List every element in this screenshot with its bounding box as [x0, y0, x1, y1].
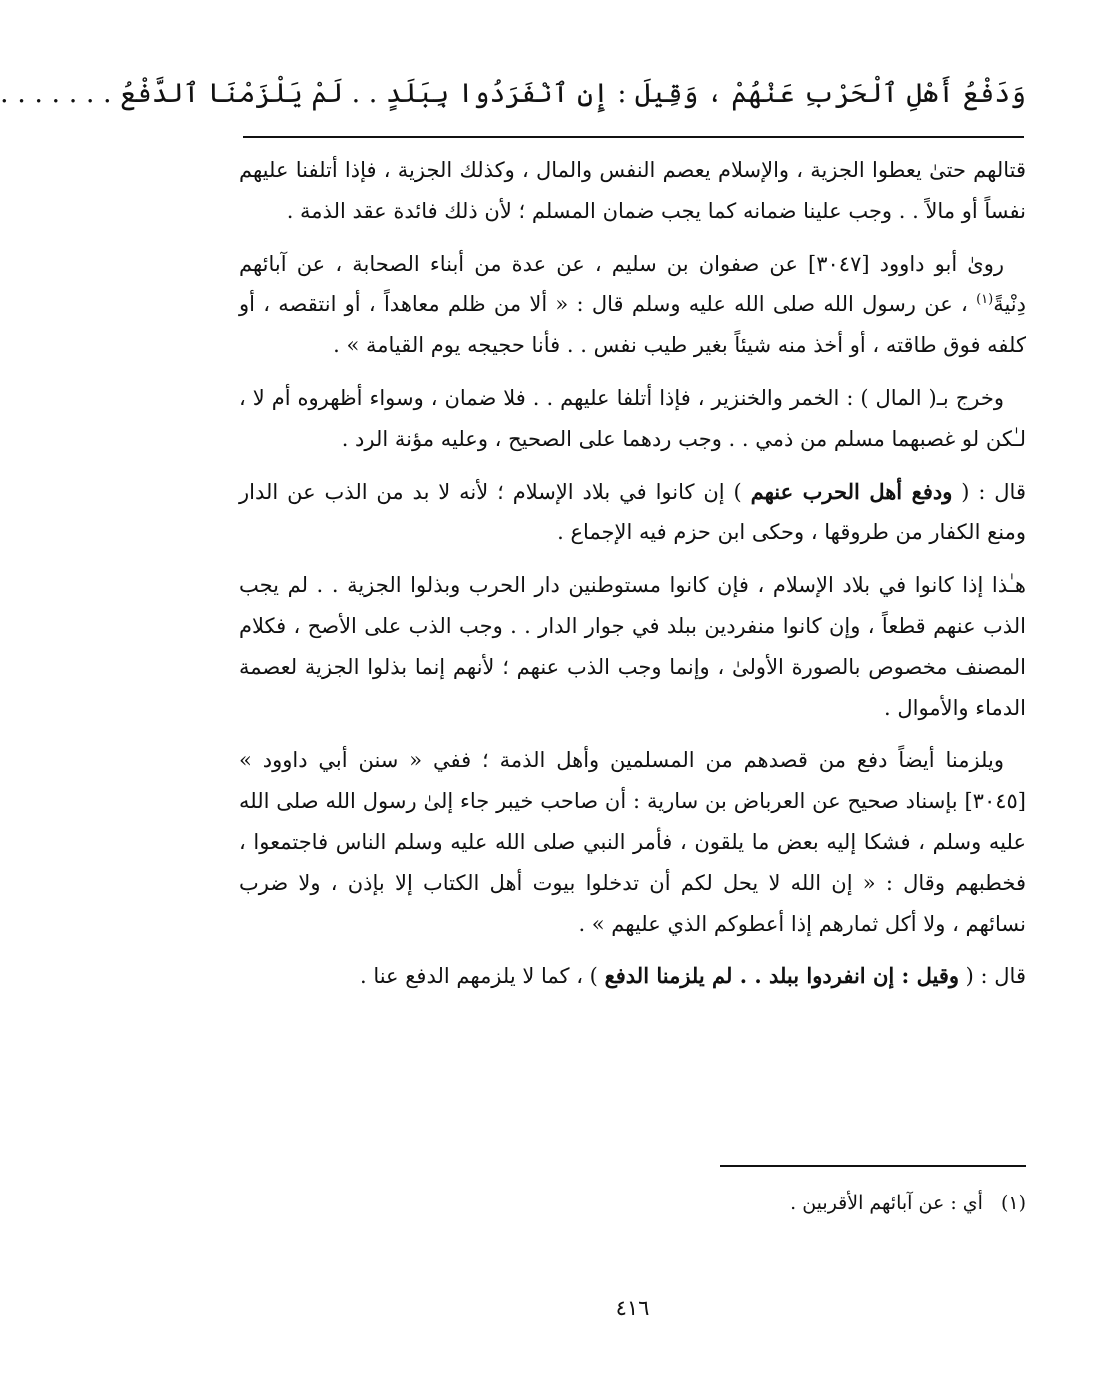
commentary-body	[239, 150, 1026, 1009]
footnote-number: (١)	[1000, 1192, 1026, 1214]
paragraph-3: وخرج بـ( المال ) : الخمر والخنزير ، فإذا أتلفا عليهم . . فلا ضمان ، وسواء أظهروه أم لا ، لـٰكن لو غصبهما مسلم من ذمي . . وجب ردهما على الصحيح ، وعليه مؤنة الرد .	[239, 385, 1026, 451]
matn-header-line: وَدَفْعُ أَهْلِ ٱلْحَرْبِ عَنْهُمْ ، وَقِيلَ : إِنِ ٱنْفَرَدُوا بِبَلَدٍ . . لَمْ يَلْزَمْنَا ٱلدَّفْعُ . . . . . . .	[0, 78, 1026, 109]
paragraph-7-part-b: ) ، كما لا يلزمهم الدفع عنا .	[359, 964, 605, 989]
paragraph-4-part-b: ) إن كانوا في بلاد الإسلام ؛ لأنه لا بد من الذب عن الدار ومنع الكفار من طروقها ، وحكى ابن حزم فيه الإجماع .	[239, 479, 1026, 545]
footnote-reference[interactable]: (١)	[976, 292, 994, 308]
footnote-text: أي : عن آبائهم الأقربين .	[790, 1192, 983, 1214]
paragraph-2-part-b: ، عن رسول الله صلى الله عليه وسلم قال : « ألا من ظلم معاهداً ، أو انتقصه ، أو كلفه فوق طاقته ، أو أخذ منه شيئاً بغير طيب نفس . . فأنا حجيجه يوم القيامة » .	[239, 292, 1026, 358]
paragraph-7	[239, 956, 1026, 997]
paragraph-7-part-a: قال : (	[959, 964, 1026, 989]
paragraph-4-part-a: قال : (	[952, 479, 1026, 504]
paragraph-2	[239, 244, 1026, 366]
paragraph-1: قتالهم حتىٰ يعطوا الجزية ، والإسلام يعصم النفس والمال ، وكذلك الجزية ، فإذا أتلفنا عليهم نفساً أو مالاً . . وجب علينا ضمانه كما يجب ضمان المسلم ؛ لأن ذلك فائدة عقد الذمة .	[239, 158, 1026, 223]
page-number: ٤١٦	[615, 1296, 650, 1320]
footnote	[239, 1188, 1026, 1218]
footnote-divider	[720, 1165, 1026, 1167]
paragraph-4	[239, 472, 1026, 554]
header-divider	[243, 136, 1024, 138]
paragraph-2-part-a: روىٰ أبو داوود [٣٠٤٧] عن صفوان بن سليم ، عن عدة من أبناء الصحابة ، عن آبائهم دِنْيةً	[239, 251, 1026, 317]
paragraph-7-matn-quote: وقيل : إن انفردوا ببلد . . لم يلزمنا الدفع	[604, 963, 959, 989]
paragraph-4-matn-quote: ودفع أهل الحرب عنهم	[750, 478, 953, 504]
paragraph-5: هـٰذا إذا كانوا في بلاد الإسلام ، فإن كانوا مستوطنين دار الحرب وبذلوا الجزية . . لم يجب الذب عنهم قطعاً ، وإن كانوا منفردين ببلد في جوار الدار . . وجب الذب على الأصح ، فكلام المصنف مخصوص بالصورة الأولىٰ ، وإنما وجب الذب عنهم ؛ لأنهم إنما بذلوا الجزية لعصمة الدماء والأموال .	[239, 573, 1026, 720]
paragraph-6: ويلزمنا أيضاً دفع من قصدهم من المسلمين وأهل الذمة ؛ ففي « سنن أبي داوود » [٣٠٤٥] بإسناد صحيح عن العرباض بن سارية : أن صاحب خيبر جاء إلىٰ رسول الله صلى الله عليه وسلم ، فشكا إليه بعض ما يلقون ، فأمر النبي صلى الله عليه وسلم الناس فاجتمعوا ، فخطبهم وقال : « إن الله لا يحل لكم أن تدخلوا بيوت أهل الكتاب إلا بإذن ، ولا ضرب نسائهم ، ولا أكل ثمارهم إذا أعطوكم الذي عليهم » .	[239, 748, 1026, 936]
